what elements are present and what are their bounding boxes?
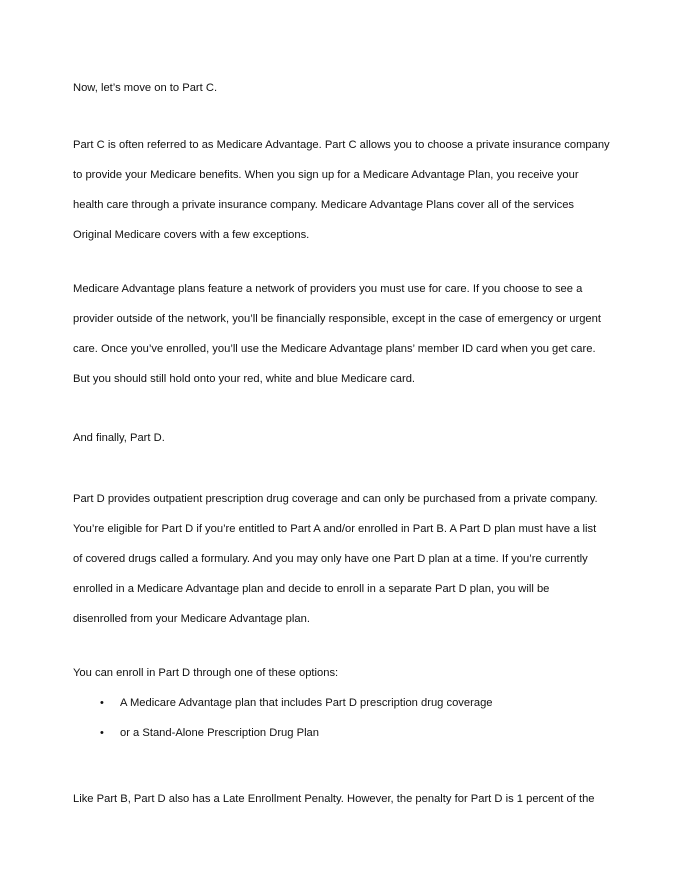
text-line: Original Medicare covers with a few exceptions.	[73, 229, 310, 241]
text-line: Part C is often referred to as Medicare Advantage. Part C allows you to choose a private insurance company	[73, 139, 610, 151]
text-line: provider outside of the network, you’ll be financially responsible, except in the case of emergency or urgent	[73, 313, 601, 325]
bullet-icon: •	[100, 697, 104, 709]
text-line: Like Part B, Part D also has a Late Enrollment Penalty. However, the penalty for Part D is 1 percent of the	[73, 793, 595, 805]
list-item	[100, 718, 319, 748]
text-line: health care through a private insurance company. Medicare Advantage Plans cover all of the services	[73, 199, 575, 211]
bullet-icon: •	[100, 727, 104, 739]
paragraph-late-enrollment-penalty	[73, 784, 618, 814]
text-line: care. Once you’ve enrolled, you’ll use the Medicare Advantage plans’ member ID card when you get care.	[73, 343, 596, 355]
text-line: Part D provides outpatient prescription drug coverage and can only be purchased from a private company.	[73, 493, 598, 505]
text-line: You can enroll in Part D through one of these options:	[73, 667, 339, 679]
paragraph-intro-part-c	[73, 73, 618, 103]
text-line: And finally, Part D.	[73, 432, 165, 444]
paragraph-intro-part-d	[73, 423, 618, 453]
list-item	[100, 688, 493, 718]
text-line: to provide your Medicare benefits. When you sign up for a Medicare Advantage Plan, you receive your	[73, 169, 579, 181]
list-item-text: or a Stand-Alone Prescription Drug Plan	[120, 727, 319, 739]
text-line: Medicare Advantage plans feature a network of providers you must use for care. If you choose to see a	[73, 283, 583, 295]
text-line: enrolled in a Medicare Advantage plan and decide to enroll in a separate Part D plan, you will be	[73, 583, 550, 595]
paragraph-part-c-description	[73, 130, 618, 250]
text-line: of covered drugs called a formulary. And you may only have one Part D plan at a time. If you’re currently	[73, 553, 588, 565]
paragraph-provider-network	[73, 274, 618, 394]
paragraph-enrollment-options	[73, 658, 618, 688]
paragraph-part-d-description	[73, 484, 618, 634]
text-line: disenrolled from your Medicare Advantage plan.	[73, 613, 310, 625]
text-line: But you should still hold onto your red, white and blue Medicare card.	[73, 373, 416, 385]
list-item-text: A Medicare Advantage plan that includes Part D prescription drug coverage	[120, 697, 493, 709]
text-line: You’re eligible for Part D if you’re entitled to Part A and/or enrolled in Part B. A Part D plan must have a list	[73, 523, 597, 535]
text-line: Now, let’s move on to Part C.	[73, 82, 218, 94]
